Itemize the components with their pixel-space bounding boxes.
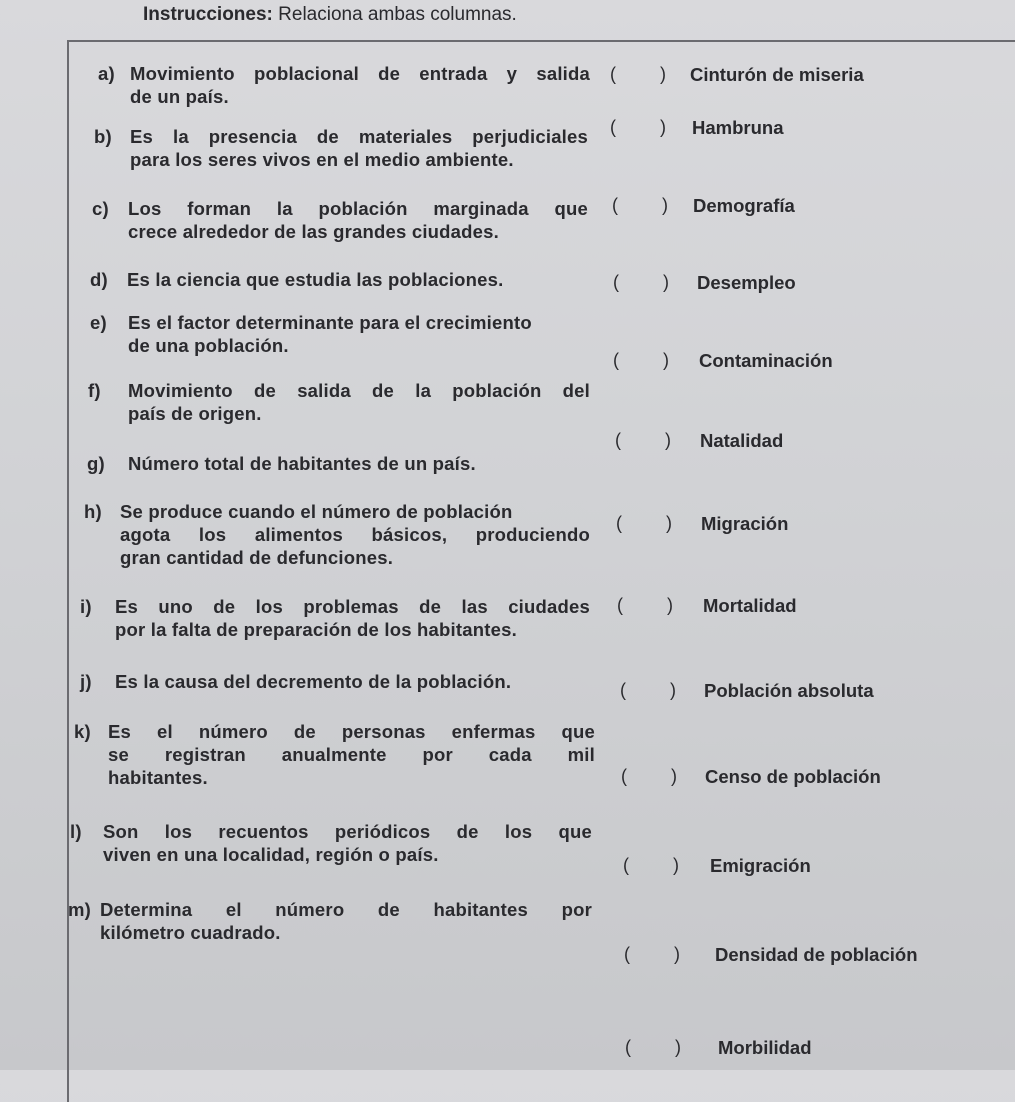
answer-blank-open[interactable]: ( xyxy=(613,350,619,370)
question-text-line: de una población. xyxy=(128,335,289,356)
answer-blank-open[interactable]: ( xyxy=(621,766,627,786)
answer-label: Migración xyxy=(701,513,789,534)
question-text-line: país de origen. xyxy=(128,403,262,424)
question-text-line: habitantes. xyxy=(108,767,208,788)
answer-label: Contaminación xyxy=(699,350,833,371)
answer-label: Emigración xyxy=(710,855,811,876)
answer-label: Desempleo xyxy=(697,272,796,293)
question-letter: l) xyxy=(70,821,82,842)
answer-blank-open[interactable]: ( xyxy=(616,513,622,533)
question-text-line: Los forman la población marginada que xyxy=(128,198,588,219)
question-text-line: Es uno de los problemas de las ciudades xyxy=(115,596,590,617)
question-letter: i) xyxy=(80,596,92,617)
question-text-line: Se produce cuando el número de población xyxy=(120,501,513,522)
answer-blank-open[interactable]: ( xyxy=(623,855,629,875)
question-text-line: Movimiento de salida de la población del xyxy=(128,380,590,401)
answer-label: Cinturón de miseria xyxy=(690,64,864,85)
question-letter: e) xyxy=(90,312,107,333)
answer-label: Densidad de población xyxy=(715,944,918,965)
answer-blank-open[interactable]: ( xyxy=(610,64,616,84)
answer-blank-close[interactable]: ) xyxy=(675,1037,681,1057)
question-text-line: gran cantidad de defunciones. xyxy=(120,547,394,568)
question-text-line: Movimiento poblacional de entrada y salida xyxy=(130,63,590,84)
answer-blank-close[interactable]: ) xyxy=(663,350,669,370)
answer-blank-close[interactable]: ) xyxy=(671,766,677,786)
answer-blank-open[interactable]: ( xyxy=(610,117,616,137)
instructions-text: Relaciona ambas columnas. xyxy=(278,4,517,25)
answer-blank-close[interactable]: ) xyxy=(674,944,680,964)
answer-label: Hambruna xyxy=(692,117,784,138)
question-text-line: Es el número de personas enfermas que xyxy=(108,721,595,742)
answer-blank-open[interactable]: ( xyxy=(624,944,630,964)
question-letter: b) xyxy=(94,126,112,147)
answer-blank-close[interactable]: ) xyxy=(660,117,666,137)
question-text-line: Es la presencia de materiales perjudiciales xyxy=(130,126,588,147)
answer-blank-close[interactable]: ) xyxy=(660,64,666,84)
answer-blank-open[interactable]: ( xyxy=(617,595,623,615)
answer-blank-open[interactable]: ( xyxy=(615,430,621,450)
question-text-line: se registran anualmente por cada mil xyxy=(108,744,595,765)
answer-blank-open[interactable]: ( xyxy=(620,680,626,700)
question-text-line: viven en una localidad, región o país. xyxy=(103,844,439,865)
question-text-line: Determina el número de habitantes por xyxy=(100,899,592,920)
instructions xyxy=(143,4,517,26)
question-letter: h) xyxy=(84,501,102,522)
question-letter: d) xyxy=(90,269,108,290)
question-letter: c) xyxy=(92,198,109,219)
answer-blank-close[interactable]: ) xyxy=(663,272,669,292)
question-text-line: Es el factor determinante para el crecimiento xyxy=(128,312,532,333)
question-text-line: para los seres vivos en el medio ambiente. xyxy=(130,149,514,170)
question-text-line: Son los recuentos periódicos de los que xyxy=(103,821,592,842)
question-text-line: kilómetro cuadrado. xyxy=(100,922,281,943)
question-text-line: agota los alimentos básicos, produciendo xyxy=(120,524,590,545)
answer-blank-close[interactable]: ) xyxy=(667,595,673,615)
question-letter: f) xyxy=(88,380,101,401)
answer-blank-close[interactable]: ) xyxy=(666,513,672,533)
answer-label: Mortalidad xyxy=(703,595,797,616)
question-text-line: crece alrededor de las grandes ciudades. xyxy=(128,221,499,242)
question-text-line: por la falta de preparación de los habitantes. xyxy=(115,619,517,640)
question-letter: j) xyxy=(80,671,92,692)
answer-blank-open[interactable]: ( xyxy=(613,272,619,292)
answer-blank-close[interactable]: ) xyxy=(662,195,668,215)
question-letter: a) xyxy=(98,63,115,84)
question-text-line: Número total de habitantes de un país. xyxy=(128,453,476,474)
answer-blank-open[interactable]: ( xyxy=(612,195,618,215)
answer-blank-close[interactable]: ) xyxy=(673,855,679,875)
answer-label: Morbilidad xyxy=(718,1037,812,1058)
question-text-line: Es la causa del decremento de la población. xyxy=(115,671,512,692)
answer-label: Población absoluta xyxy=(704,680,874,701)
answer-blank-open[interactable]: ( xyxy=(625,1037,631,1057)
instructions-prefix: Instrucciones: xyxy=(143,4,273,25)
answer-label: Demografía xyxy=(693,195,795,216)
question-text-line: Es la ciencia que estudia las poblaciones. xyxy=(127,269,504,290)
question-letter: g) xyxy=(87,453,105,474)
answer-blank-close[interactable]: ) xyxy=(665,430,671,450)
question-letter: m) xyxy=(68,899,92,920)
question-letter: k) xyxy=(74,721,91,742)
question-text-line: de un país. xyxy=(130,86,229,107)
answer-label: Natalidad xyxy=(700,430,784,451)
answer-label: Censo de población xyxy=(705,766,881,787)
answer-blank-close[interactable]: ) xyxy=(670,680,676,700)
